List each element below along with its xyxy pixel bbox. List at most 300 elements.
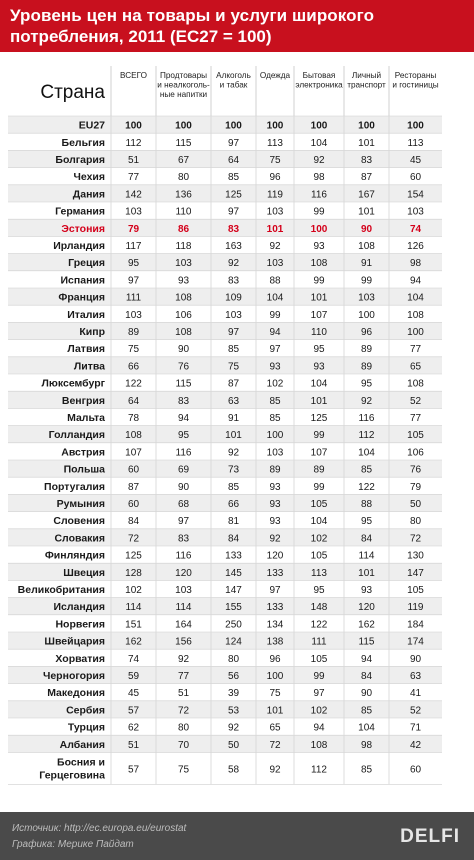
value-cell: 77	[409, 413, 422, 424]
value-cell: 85	[360, 764, 373, 776]
value-cell: 96	[360, 327, 373, 338]
value-cell: 108	[358, 241, 375, 252]
value-cell: 92	[227, 722, 240, 734]
value-cell: 60	[409, 172, 422, 184]
value-cell: 103	[225, 309, 242, 321]
value-cell: 109	[225, 292, 242, 304]
country-label: Албания	[59, 738, 105, 751]
value-cell: 50	[227, 739, 240, 751]
country-label: Словения	[53, 515, 105, 528]
value-cell: 162	[125, 636, 142, 648]
value-cell: 130	[407, 550, 424, 562]
value-cell: 100	[358, 120, 375, 132]
value-cell: 97	[227, 206, 240, 218]
column-header: Продтовары и неалкоголь-ные напитки	[157, 71, 210, 99]
value-cell: 106	[175, 309, 192, 321]
value-cell: 80	[409, 516, 422, 528]
value-cell: 98	[313, 172, 325, 184]
country-label: Мальта	[67, 412, 105, 424]
value-cell: 75	[127, 344, 140, 356]
value-cell: 107	[125, 447, 142, 459]
value-cell: 83	[227, 223, 240, 235]
country-label: Болгария	[55, 154, 105, 166]
value-cell: 184	[407, 619, 424, 631]
value-cell: 98	[360, 739, 373, 751]
value-cell: 164	[175, 619, 192, 631]
value-cell: 105	[407, 585, 424, 596]
value-cell: 101	[310, 395, 328, 407]
value-cell: 104	[310, 378, 328, 390]
value-cell: 84	[360, 533, 373, 545]
value-cell: 89	[269, 464, 281, 476]
value-cell: 103	[125, 309, 142, 321]
value-cell: 72	[409, 533, 422, 545]
value-cell: 97	[227, 327, 240, 338]
value-cell: 98	[409, 258, 422, 270]
value-cell: 60	[409, 764, 422, 776]
value-cell: 114	[125, 602, 142, 614]
value-cell: 101	[266, 705, 284, 717]
value-cell: 118	[175, 241, 192, 252]
value-cell: 99	[313, 481, 325, 493]
value-cell: 99	[313, 430, 325, 442]
value-cell: 84	[127, 516, 140, 528]
value-cell: 63	[409, 671, 422, 682]
value-cell: 104	[407, 292, 424, 304]
value-cell: 92	[269, 533, 281, 545]
value-cell: 155	[225, 602, 242, 614]
value-cell: 116	[175, 447, 192, 459]
value-cell: 92	[313, 155, 325, 166]
column-header: Одежда	[259, 71, 291, 80]
country-label: Чехия	[73, 171, 105, 184]
column-header: Рестораны и гостиницы	[392, 71, 439, 90]
value-cell: 103	[175, 258, 192, 270]
country-label: Македония	[47, 687, 105, 700]
value-cell: 70	[177, 739, 190, 751]
value-cell: 133	[225, 550, 242, 562]
value-cell: 112	[125, 137, 142, 149]
value-cell: 80	[177, 722, 190, 734]
country-label: Кипр	[79, 326, 105, 338]
value-cell: 102	[310, 705, 328, 717]
value-cell: 162	[358, 619, 375, 631]
value-cell: 133	[266, 567, 284, 579]
value-cell: 83	[360, 155, 373, 166]
price-level-table	[0, 52, 474, 812]
value-cell: 100	[407, 327, 424, 338]
value-cell: 96	[269, 653, 281, 665]
country-label: Испания	[60, 274, 105, 287]
graphics-credit: Графика: Мерике Пайдат	[12, 839, 134, 850]
value-cell: 50	[409, 499, 422, 510]
value-cell: 62	[127, 722, 140, 734]
country-label: Финляндия	[44, 549, 105, 562]
country-label: Греция	[68, 257, 105, 270]
value-cell: 78	[127, 413, 140, 424]
value-cell: 95	[313, 585, 325, 596]
value-cell: 84	[360, 671, 373, 682]
country-label: Сербия	[66, 704, 105, 717]
value-cell: 120	[358, 602, 375, 614]
value-cell: 125	[225, 189, 242, 201]
value-cell: 73	[227, 464, 240, 476]
value-cell: 114	[175, 602, 192, 614]
value-cell: 83	[177, 533, 190, 545]
value-cell: 77	[177, 671, 190, 682]
value-cell: 148	[310, 602, 328, 614]
value-cell: 111	[311, 636, 327, 648]
value-cell: 94	[177, 413, 190, 424]
value-cell: 65	[409, 361, 422, 373]
value-cell: 108	[407, 378, 424, 390]
value-cell: 97	[313, 688, 325, 700]
value-cell: 51	[127, 739, 140, 751]
country-label: Эстония	[61, 222, 105, 235]
country-label: Германия	[55, 205, 105, 218]
country-label: Черногория	[42, 670, 105, 682]
value-cell: 101	[310, 292, 328, 304]
value-cell: 67	[177, 155, 190, 166]
value-cell: 89	[360, 344, 373, 356]
value-cell: 145	[225, 567, 242, 579]
value-cell: 75	[269, 688, 281, 700]
value-cell: 108	[407, 309, 424, 321]
value-cell: 125	[125, 550, 142, 562]
value-cell: 116	[358, 413, 375, 424]
value-cell: 75	[227, 361, 240, 373]
country-label: Швеция	[63, 566, 105, 579]
value-cell: 97	[269, 344, 281, 356]
source-text: Источник: http://ec.europa.eu/eurostat	[12, 823, 187, 834]
value-cell: 92	[227, 447, 240, 459]
value-cell: 250	[225, 619, 242, 631]
value-cell: 92	[269, 241, 281, 252]
value-cell: 105	[310, 653, 328, 665]
value-cell: 134	[266, 619, 284, 631]
country-label: Словакия	[54, 532, 105, 545]
value-cell: 142	[125, 189, 142, 201]
value-cell: 108	[175, 327, 192, 338]
value-cell: 97	[269, 585, 281, 596]
value-cell: 100	[225, 120, 242, 132]
value-cell: 85	[269, 395, 281, 407]
value-cell: 66	[127, 361, 140, 373]
value-cell: 138	[266, 636, 284, 648]
value-cell: 106	[407, 447, 424, 459]
value-cell: 102	[266, 378, 284, 390]
value-cell: 107	[310, 309, 328, 321]
value-cell: 117	[125, 241, 142, 252]
value-cell: 97	[177, 516, 190, 528]
value-cell: 100	[175, 120, 192, 132]
value-cell: 122	[358, 481, 375, 493]
value-cell: 107	[310, 447, 328, 459]
value-cell: 56	[227, 671, 240, 682]
value-cell: 76	[177, 361, 190, 373]
country-label: Голландия	[48, 429, 105, 442]
country-label: Румыния	[56, 498, 105, 510]
value-cell: 84	[227, 533, 240, 545]
value-cell: 87	[227, 378, 240, 390]
value-cell: 64	[227, 155, 240, 166]
value-cell: 83	[227, 275, 240, 287]
value-cell: 93	[269, 481, 281, 493]
delfi-logo: DELFI	[400, 826, 460, 847]
country-label: Франция	[58, 291, 105, 304]
value-cell: 75	[177, 764, 190, 776]
value-cell: 100	[266, 671, 284, 682]
value-cell: 87	[127, 481, 140, 493]
value-cell: 91	[227, 413, 240, 424]
value-cell: 102	[125, 585, 142, 596]
country-label: Норвегия	[55, 618, 105, 631]
value-cell: 104	[358, 722, 375, 734]
value-cell: 79	[409, 481, 422, 493]
value-cell: 85	[227, 172, 240, 184]
value-cell: 77	[127, 172, 140, 184]
value-cell: 89	[127, 327, 140, 338]
value-cell: 128	[125, 567, 142, 579]
value-cell: 93	[360, 585, 373, 596]
value-cell: 103	[175, 585, 192, 596]
value-cell: 163	[225, 241, 242, 252]
value-cell: 76	[409, 464, 422, 476]
value-cell: 154	[407, 189, 424, 201]
country-label: Хорватия	[55, 652, 105, 665]
value-cell: 80	[177, 172, 190, 184]
value-cell: 103	[266, 447, 284, 459]
value-cell: 71	[409, 722, 422, 734]
corner-label: Страна	[40, 82, 105, 103]
value-cell: 100	[407, 120, 424, 132]
value-cell: 95	[360, 516, 373, 528]
value-cell: 103	[125, 206, 142, 218]
value-cell: 115	[175, 378, 192, 390]
value-cell: 92	[177, 653, 190, 665]
value-cell: 133	[266, 602, 284, 614]
value-cell: 90	[177, 344, 190, 356]
value-cell: 93	[269, 361, 281, 373]
value-cell: 147	[407, 567, 424, 579]
value-cell: 113	[407, 137, 424, 149]
value-cell: 119	[267, 189, 283, 201]
value-cell: 60	[127, 464, 140, 476]
value-cell: 104	[310, 137, 328, 149]
value-cell: 95	[127, 258, 140, 270]
value-cell: 72	[269, 739, 281, 751]
value-cell: 90	[360, 688, 373, 700]
value-cell: 95	[313, 344, 325, 356]
value-cell: 66	[227, 499, 240, 510]
country-label: Турция	[67, 721, 105, 734]
value-cell: 93	[269, 499, 281, 510]
country-label: Литва	[73, 360, 105, 373]
value-cell: 94	[313, 722, 325, 734]
chart-title-line1: Уровень цен на товары и услуги широкого	[10, 6, 375, 25]
value-cell: 99	[269, 309, 281, 321]
value-cell: 65	[269, 722, 281, 734]
value-cell: 80	[227, 653, 240, 665]
value-cell: 90	[360, 223, 373, 235]
value-cell: 85	[360, 464, 373, 476]
value-cell: 64	[127, 395, 140, 407]
value-cell: 99	[313, 206, 325, 218]
value-cell: 104	[266, 292, 284, 304]
value-cell: 103	[266, 258, 284, 270]
value-cell: 75	[269, 155, 281, 166]
country-label: Латвия	[67, 343, 105, 356]
value-cell: 108	[125, 430, 142, 442]
value-cell: 72	[127, 533, 140, 545]
value-cell: 167	[358, 189, 375, 201]
country-label: Великобритания	[17, 584, 105, 596]
value-cell: 102	[310, 533, 328, 545]
value-cell: 89	[360, 361, 373, 373]
value-cell: 88	[269, 275, 281, 287]
value-cell: 83	[177, 395, 190, 407]
column-header: Личный транспорт	[347, 71, 386, 90]
value-cell: 93	[313, 241, 325, 252]
value-cell: 100	[310, 120, 328, 132]
value-cell: 108	[310, 739, 328, 751]
chart-title-line2: потребления, 2011 (ЕС27 = 100)	[10, 27, 272, 46]
country-label: Исландия	[53, 601, 105, 614]
value-cell: 95	[360, 378, 373, 390]
value-cell: 120	[266, 550, 284, 562]
country-label: Люксембург	[41, 377, 105, 390]
value-cell: 69	[177, 464, 190, 476]
country-label: Швейцария	[44, 635, 105, 648]
value-cell: 58	[227, 764, 240, 776]
value-cell: 74	[409, 223, 422, 235]
country-label: Португалия	[44, 480, 105, 493]
value-cell: 101	[358, 206, 375, 218]
value-cell: 53	[227, 705, 240, 717]
value-cell: 112	[311, 764, 327, 776]
value-cell: 108	[175, 292, 192, 304]
title-bar	[0, 0, 474, 52]
country-label: Дания	[72, 188, 105, 201]
value-cell: 97	[127, 275, 140, 287]
value-cell: 122	[125, 378, 142, 390]
value-cell: 97	[227, 137, 240, 149]
value-cell: 116	[311, 189, 327, 201]
value-cell: 116	[175, 550, 192, 562]
value-cell: 112	[358, 430, 375, 442]
value-cell: 57	[127, 705, 140, 717]
value-cell: 68	[177, 499, 190, 510]
value-cell: 122	[310, 619, 328, 631]
value-cell: 103	[358, 292, 375, 304]
value-cell: 90	[409, 653, 422, 665]
value-cell: 93	[313, 361, 325, 373]
value-cell: 101	[266, 223, 284, 235]
value-cell: 81	[227, 516, 240, 528]
value-cell: 115	[175, 137, 192, 149]
value-cell: 93	[269, 516, 281, 528]
value-cell: 93	[177, 275, 190, 287]
value-cell: 85	[227, 344, 240, 356]
value-cell: 151	[125, 619, 142, 631]
country-label: Австрия	[61, 446, 105, 459]
value-cell: 89	[313, 464, 325, 476]
country-label: Италия	[67, 308, 105, 321]
value-cell: 103	[407, 206, 424, 218]
value-cell: 147	[225, 585, 242, 596]
value-cell: 95	[177, 430, 190, 442]
column-header: ВСЕГО	[120, 71, 147, 80]
value-cell: 92	[227, 258, 240, 270]
value-cell: 111	[125, 292, 142, 304]
country-label: Венгрия	[61, 394, 105, 407]
value-cell: 103	[266, 206, 284, 218]
value-cell: 110	[311, 327, 327, 338]
value-cell: 136	[175, 189, 192, 201]
country-label: Босния и Герцеговина	[39, 756, 105, 782]
value-cell: 105	[310, 550, 328, 562]
value-cell: 96	[269, 172, 281, 184]
value-cell: 91	[360, 258, 373, 270]
value-cell: 51	[127, 155, 140, 166]
value-cell: 126	[407, 241, 424, 252]
column-header: Бытовая электроника	[295, 71, 343, 90]
value-cell: 72	[177, 705, 190, 717]
value-cell: 105	[407, 430, 424, 442]
value-cell: 87	[360, 172, 373, 184]
value-cell: 45	[409, 155, 422, 166]
value-cell: 52	[409, 395, 422, 407]
value-cell: 113	[311, 567, 327, 579]
value-cell: 105	[310, 499, 328, 510]
value-cell: 124	[225, 636, 242, 648]
value-cell: 101	[358, 137, 375, 149]
value-cell: 52	[409, 705, 422, 717]
value-cell: 101	[358, 567, 375, 579]
value-cell: 74	[127, 653, 140, 665]
value-cell: 99	[360, 275, 373, 287]
value-cell: 85	[360, 705, 373, 717]
country-label: Бельгия	[61, 136, 105, 149]
column-header: Алкоголь и табак	[216, 71, 251, 90]
price-table-svg	[0, 52, 474, 812]
value-cell: 113	[267, 137, 283, 149]
value-cell: 77	[409, 344, 422, 356]
value-cell: 51	[177, 688, 190, 700]
value-cell: 94	[409, 275, 422, 287]
value-cell: 79	[127, 223, 140, 235]
value-cell: 42	[409, 739, 422, 751]
value-cell: 94	[269, 327, 281, 338]
value-cell: 63	[227, 395, 240, 407]
value-cell: 101	[225, 430, 242, 442]
value-cell: 45	[127, 688, 140, 700]
value-cell: 100	[310, 223, 328, 235]
value-cell: 156	[175, 636, 192, 648]
value-cell: 92	[360, 395, 373, 407]
country-label: EU27	[78, 119, 105, 132]
value-cell: 119	[407, 602, 424, 614]
country-label: Ирландия	[53, 240, 105, 252]
value-cell: 94	[360, 653, 373, 665]
value-cell: 125	[310, 413, 328, 424]
table-row	[8, 322, 442, 339]
value-cell: 59	[127, 671, 140, 682]
value-cell: 174	[407, 636, 424, 648]
footer	[0, 812, 474, 860]
value-cell: 108	[310, 258, 328, 270]
value-cell: 85	[227, 481, 240, 493]
